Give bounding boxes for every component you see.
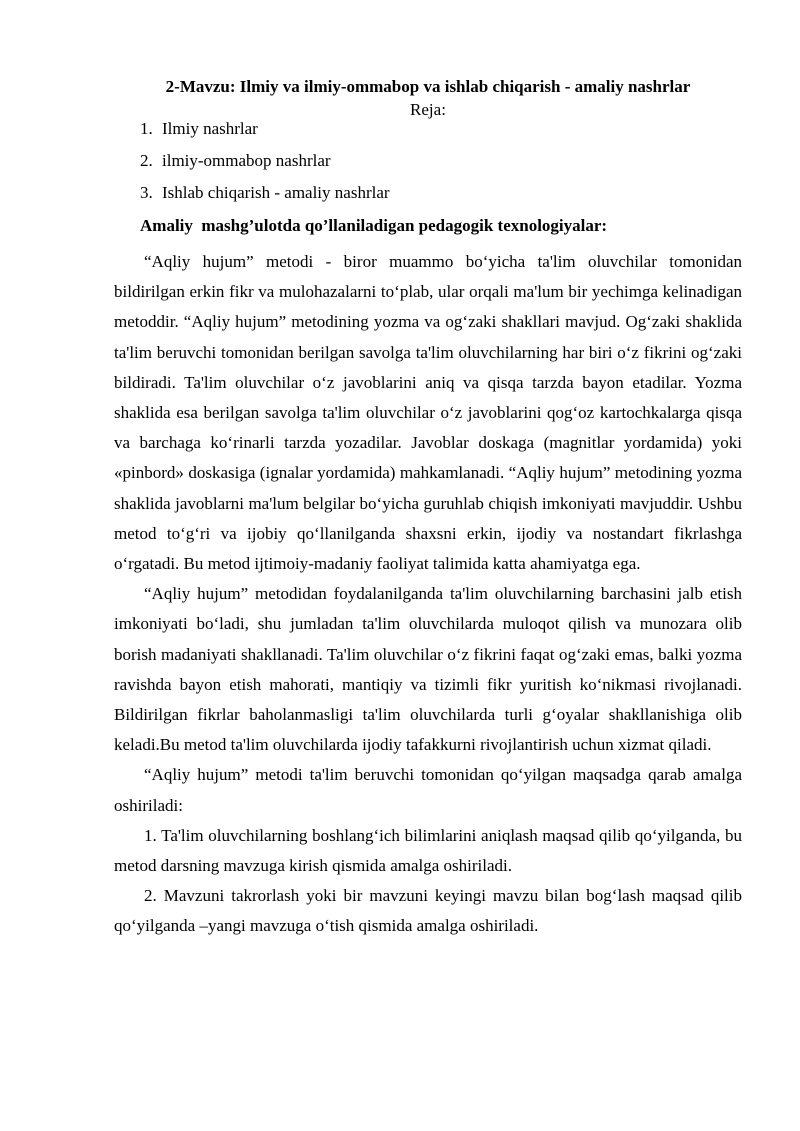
plan-item-text: Ilmiy nashrlar xyxy=(162,119,258,138)
plan-item-number: 3. xyxy=(140,183,153,202)
plan-item xyxy=(140,118,390,150)
plan-list xyxy=(140,118,390,214)
plan-item-text: Ishlab chiqarish - amaliy nashrlar xyxy=(162,183,390,202)
page-title: 2-Mavzu: Ilmiy va ilmiy-ommabop va ishlab chiqarish - amaliy nashrlar xyxy=(165,77,691,96)
plan-item xyxy=(140,150,390,182)
paragraph: 1. Ta'lim oluvchilarning boshlang‘ich bilimlarini aniqlash maqsad qilib qo‘yilganda, bu metod darsning mavzuga kirish qismida amalga oshiriladi. xyxy=(114,825,742,876)
section-heading: Amaliy mashg’ulotda qo’llaniladigan pedagogik texnologiyalar: xyxy=(140,216,608,235)
plan-item xyxy=(140,182,390,214)
plan-heading: Reja: xyxy=(410,100,446,119)
plan-item-number: 1. xyxy=(140,119,153,138)
body-text xyxy=(114,247,742,942)
plan-item-number: 2. xyxy=(140,151,153,170)
paragraph: “Aqliy hujum” metodi - biror muammo bo‘yicha ta'lim oluvchilar tomonidan bildirilgan erkin fikr va mulohazalarni to‘plab, ular orqali ma'lum bir yechimga kelinadigan metoddir. “Aqliy hujum” metodining yozma va og‘zaki shakllari mavjud. Og‘zaki shaklida ta'lim beruvchi tomonidan berilgan savolga ta'lim oluvchilarning har biri o‘z fikrini og‘zaki bildiradi. Ta'lim oluvchilar o‘z javoblarini aniq va qisqa tarzda bayon etadilar. Yozma shaklida esa berilgan savolga ta'lim oluvchilar o‘z javoblarini qog‘oz kartochkalarga qisqa va barchaga ko‘rinarli tarzda yozadilar. Javoblar doskaga (magnitlar yordamida) yoki «pinbord» doskasiga (ignalar yordamida) mahkamlanadi. “Aqliy hujum” metodining yozma shaklida javoblarni ma'lum belgilar bo‘yicha guruhlab chiqish imkoniyati mavjuddir. Ushbu metod to‘g‘ri va ijobiy qo‘llanilganda shaxsni erkin, ijodiy va nostandart fikrlashga o‘rgatadi. Bu metod ijtimoiy-madaniy faoliyat talimida katta ahamiyatga ega. xyxy=(114,252,742,574)
plan-item-text: ilmiy-ommabop nashrlar xyxy=(162,151,331,170)
paragraph: 2. Mavzuni takrorlash yoki bir mavzuni keyingi mavzu bilan bog‘lash maqsad qilib qo‘yilganda –yangi mavzuga o‘tish qismida amalga oshiriladi. xyxy=(114,886,742,936)
paragraph: “Aqliy hujum” metodidan foydalanilganda ta'lim oluvchilarning barchasini jalb etish imkoniyati bo‘ladi, shu jumladan ta'lim oluvchilarda muloqot qilish va munozara olib borish madaniyati shakllanadi. Ta'lim oluvchilar o‘z fikrini faqat og‘zaki emas, balki yozma ravishda bayon etish mahorati, mantiqiy va tizimli fikr yuritish ko‘nikmasi rivojlanadi. Bildirilgan fikrlar baholanmasligi ta'lim oluvchilarda turli g‘oyalar shakllanishiga olib keladi.Bu metod ta'lim oluvchilarda ijodiy tafakkurni rivojlantirish uchun xizmat qiladi. xyxy=(114,584,742,755)
paragraph: “Aqliy hujum” metodi ta'lim beruvchi tomonidan qo‘yilgan maqsadga qarab amalga oshiriladi: xyxy=(114,765,742,815)
